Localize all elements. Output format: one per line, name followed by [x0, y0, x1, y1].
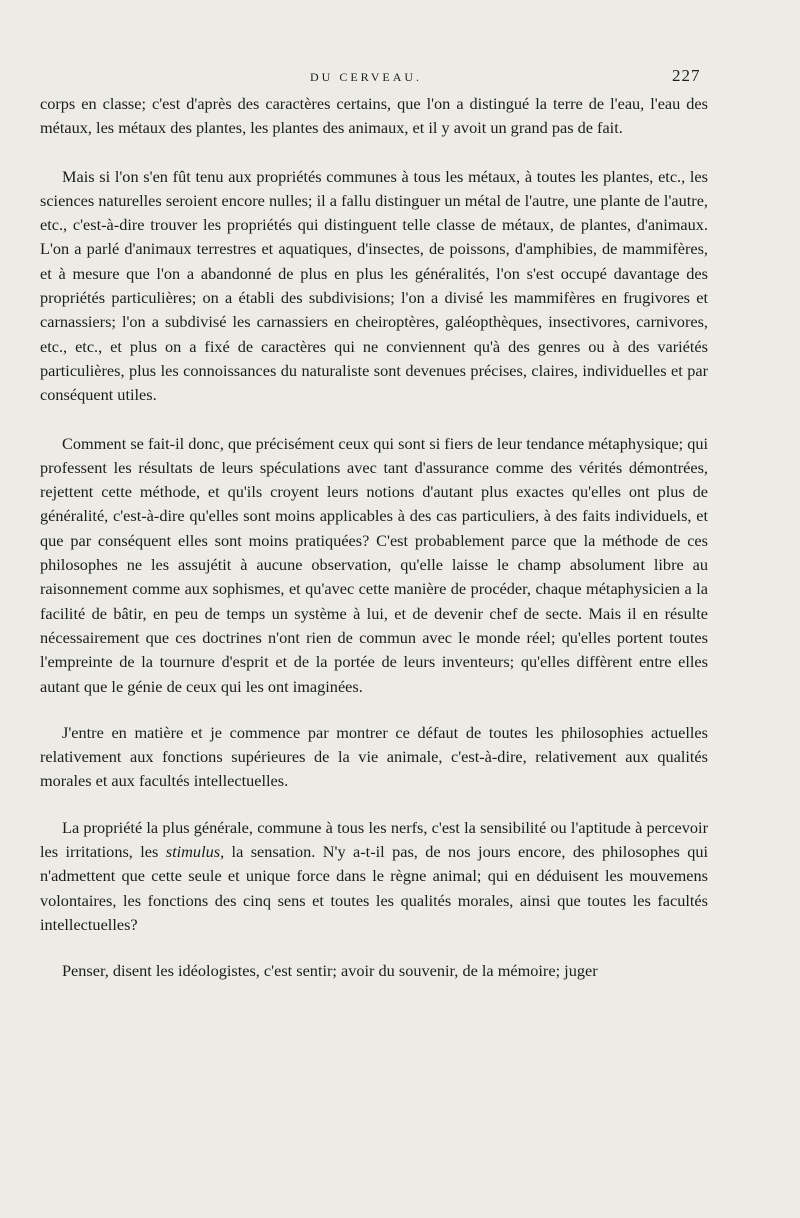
page-number: 227	[672, 66, 701, 85]
paragraph-5-part-2: , la sensation. N'y a-t-il pas, de nos jours encore, des philosophes qui n'admettent que cette seule et unique force dans le règne animal; qui en déduisent les mouvemens volontaires, les fonctions des cinq sens et toutes les qualités morales, ainsi que toutes les facultés intellectuelles?	[40, 842, 708, 934]
running-head	[0, 66, 800, 90]
paragraph-1: corps en classe; c'est d'après des caractères certains, que l'on a distingué la terre de l'eau, l'eau des métaux, les métaux des plantes, les plantes des animaux, et il y avoit un grand pas de fait.	[40, 94, 708, 138]
paragraph-2: Mais si l'on s'en fût tenu aux propriétés communes à tous les métaux, à toutes les plantes, etc., les sciences naturelles seroient encore nulles; il a fallu distinguer un métal de l'autre, une plante de l'autre, etc., c'est-à-dire trouver les propriétés qui distinguent telle classe de métaux, de plantes, d'animaux. L'on a parlé d'animaux terrestres et aquatiques, d'insectes, de poissons, d'amphibies, de mammifères, et à mesure que l'on a abandonné de plus en plus les généralités, l'on s'est occupé davantage des propriétés particulières; on a établi des subdivisions; l'on a divisé les mammifères en frugivores et carnassiers; l'on a subdivisé les carnassiers en cheiroptères, galéopthèques, insectivores, carnivores, etc., etc., et plus on a fixé de caractères qui ne conviennent qu'à des genres ou à des variétés particulières, plus les connoissances du naturaliste sont devenues précises, claires, individuelles et par conséquent utiles.	[40, 166, 708, 405]
body-text	[40, 92, 708, 984]
paragraph-5	[40, 816, 708, 937]
italic-term: stimulus	[165, 842, 221, 862]
running-title: DU CERVEAU.	[310, 70, 423, 84]
paragraph-3: Comment se fait-il donc, que précisément ceux qui sont si fiers de leur tendance métaphysique; qui professent les résultats de leurs spéculations avec tant d'assurance comme des vérités démontrées, rejettent cette méthode, et qu'ils croyent leurs notions d'autant plus exactes qu'elles ont plus de généralité, c'est-à-dire qu'elles sont moins applicables à des cas particuliers, à des faits individuels, et que par conséquent elles sont moins pratiquées? C'est probablement parce que la méthode de ces philosophes ne les assujétit à aucune observation, qu'elle laisse le champ absolument libre au raisonnement comme aux sophismes, et qu'avec cette manière de procéder, chaque métaphysicien a la facilité de bâtir, en peu de temps un système à lui, et de devenir chef de secte. Mais il en résulte nécessairement que ces doctrines n'ont rien de commun avec le monde réel; qu'elles portent toutes l'empreinte de la tournure d'esprit et de la portée de leurs inventeurs; qu'elles diffèrent entre elles autant que le génie de ceux qui les ont imaginées.	[40, 433, 708, 696]
paragraph-5-part-1: La propriété la plus générale, commune à tous les nerfs, c'est la sensibilité ou l'aptitude à percevoir les irritations, les	[40, 817, 708, 862]
paragraph-6: Penser, disent les idéologistes, c'est sentir; avoir du souvenir, de la mémoire; juger	[62, 961, 598, 981]
paragraph-4: J'entre en matière et je commence par montrer ce défaut de toutes les philosophies actuelles relativement aux fonctions supérieures de la vie animale, c'est-à-dire, relativement aux qualités morales et aux facultés intellectuelles.	[40, 722, 708, 791]
